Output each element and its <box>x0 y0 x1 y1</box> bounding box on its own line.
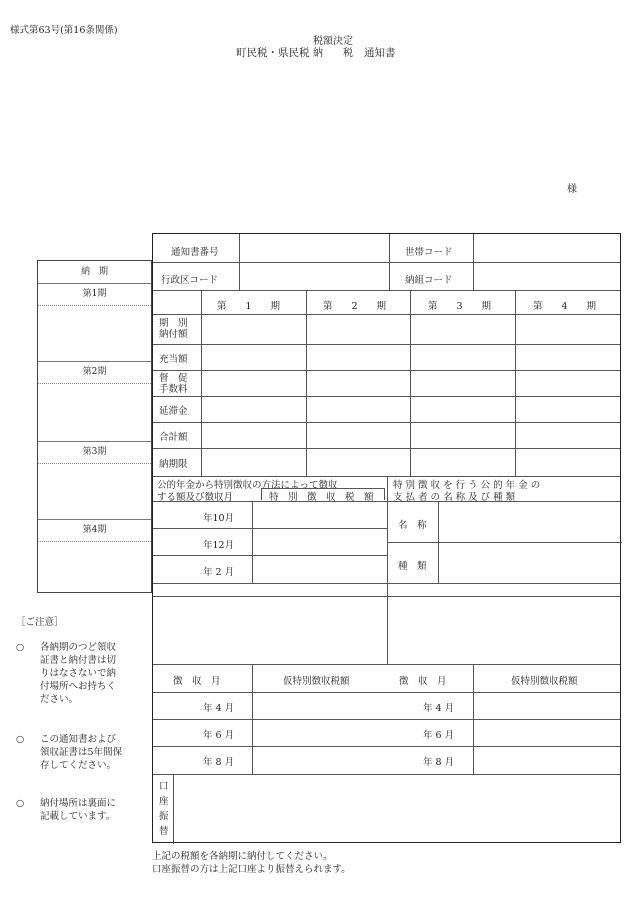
payment-period-column <box>37 260 152 593</box>
circle-bullet-icon: ○ <box>16 798 25 809</box>
circle-bullet-icon: ○ <box>16 642 25 653</box>
footer-line-1: 上記の税額を各納期に納付してください。 <box>152 851 333 862</box>
month-oct: 年10月 <box>203 513 235 524</box>
title-stack <box>313 36 353 60</box>
collection-month-header-right: 徴 収 月 <box>399 676 447 687</box>
payer-header-line2: 支 払 者 の 名 称 及 び 種 類 <box>393 492 516 503</box>
tax-notice-table <box>152 233 621 843</box>
payer-name-label: 名 称 <box>398 520 427 531</box>
circle-bullet-icon: ○ <box>16 734 25 745</box>
provisional-amount-header-left: 仮特別徴収税額 <box>283 676 350 687</box>
pension-header-line1: 公的年金から特別徴収の方法によって徴収 <box>157 480 338 491</box>
payer-header-line1: 特 別 徴 収 を 行 う 公 的 年 金 の <box>393 480 541 491</box>
collection-month-header-left: 徴 収 月 <box>173 676 221 687</box>
period-header: 納 期 <box>38 261 151 284</box>
footer-line-2: 口座振替の方は上記口座より振替えられます。 <box>152 864 351 875</box>
period-3-stamp-area <box>38 463 151 520</box>
notes-title: ［ご注意］ <box>16 617 64 628</box>
district-code-label: 行政区コード <box>161 275 219 286</box>
form-id: 様式第63号(第16条関係) <box>10 25 118 36</box>
month-aug-right: 年 8 月 <box>423 757 455 768</box>
title-prefix: 町民税・県民税 <box>236 47 310 59</box>
note-item-2: ○ この通知書および 領収証書は5年間保 存してください。 <box>16 734 123 771</box>
group-code-label: 納組コード <box>405 275 453 286</box>
month-feb: 年 2 月 <box>203 567 235 578</box>
period-2-stamp-area <box>38 383 151 442</box>
month-apr-right: 年 4 月 <box>423 703 455 714</box>
period-2-header: 第 2 期 <box>323 301 387 312</box>
provisional-amount-header-right: 仮特別徴収税額 <box>511 676 578 687</box>
pension-header-line2: する額及び徴収月 <box>157 492 234 503</box>
period-4-label: 第4期 <box>38 519 151 542</box>
notice-number-label: 通知書番号 <box>171 247 219 258</box>
title-stack-top: 税額決定 <box>313 36 353 47</box>
month-apr-left: 年 4 月 <box>203 703 235 714</box>
household-code-label: 世帯コード <box>405 247 453 258</box>
due-date-label: 納期限 <box>159 459 188 470</box>
period-3-label: 第3期 <box>38 441 151 464</box>
month-jun-right: 年 6 月 <box>423 730 455 741</box>
title-suffix: 通知書 <box>364 47 396 59</box>
note-item-1: ○ 各納期のつど領収 証書と納付書は切 りはなさないで納 付場所へお持ちく ださい。 <box>16 642 117 705</box>
installment-amount-label: 期 別 納付額 <box>159 318 188 340</box>
month-jun-left: 年 6 月 <box>203 730 235 741</box>
period-4-header: 第 4 期 <box>533 301 597 312</box>
account-transfer-label: 口 座 振 替 <box>159 781 169 837</box>
special-collection-amount-header: 特 別 徴 収 税 額 <box>269 492 374 503</box>
month-dec: 年12月 <box>203 540 235 551</box>
addressee-suffix: 様 <box>567 184 577 195</box>
period-2-label: 第2期 <box>38 361 151 384</box>
total-amount-label: 合計額 <box>159 432 188 443</box>
month-aug-left: 年 8 月 <box>203 757 235 768</box>
pension-type-label: 種 類 <box>398 561 427 572</box>
late-fee-label: 延滞金 <box>159 406 188 417</box>
reminder-fee-label: 督 促 手数料 <box>159 373 188 395</box>
title-stack-bottom: 納 税 <box>313 48 353 59</box>
period-1-stamp-area <box>38 305 151 362</box>
period-3-header: 第 3 期 <box>428 301 492 312</box>
period-1-header: 第 1 期 <box>217 301 281 312</box>
allocated-amount-label: 充当額 <box>159 354 188 365</box>
note-item-3: ○ 納付場所は裏面に 記載しています。 <box>16 798 117 822</box>
period-1-label: 第1期 <box>38 283 151 306</box>
period-4-stamp-area <box>38 541 151 593</box>
